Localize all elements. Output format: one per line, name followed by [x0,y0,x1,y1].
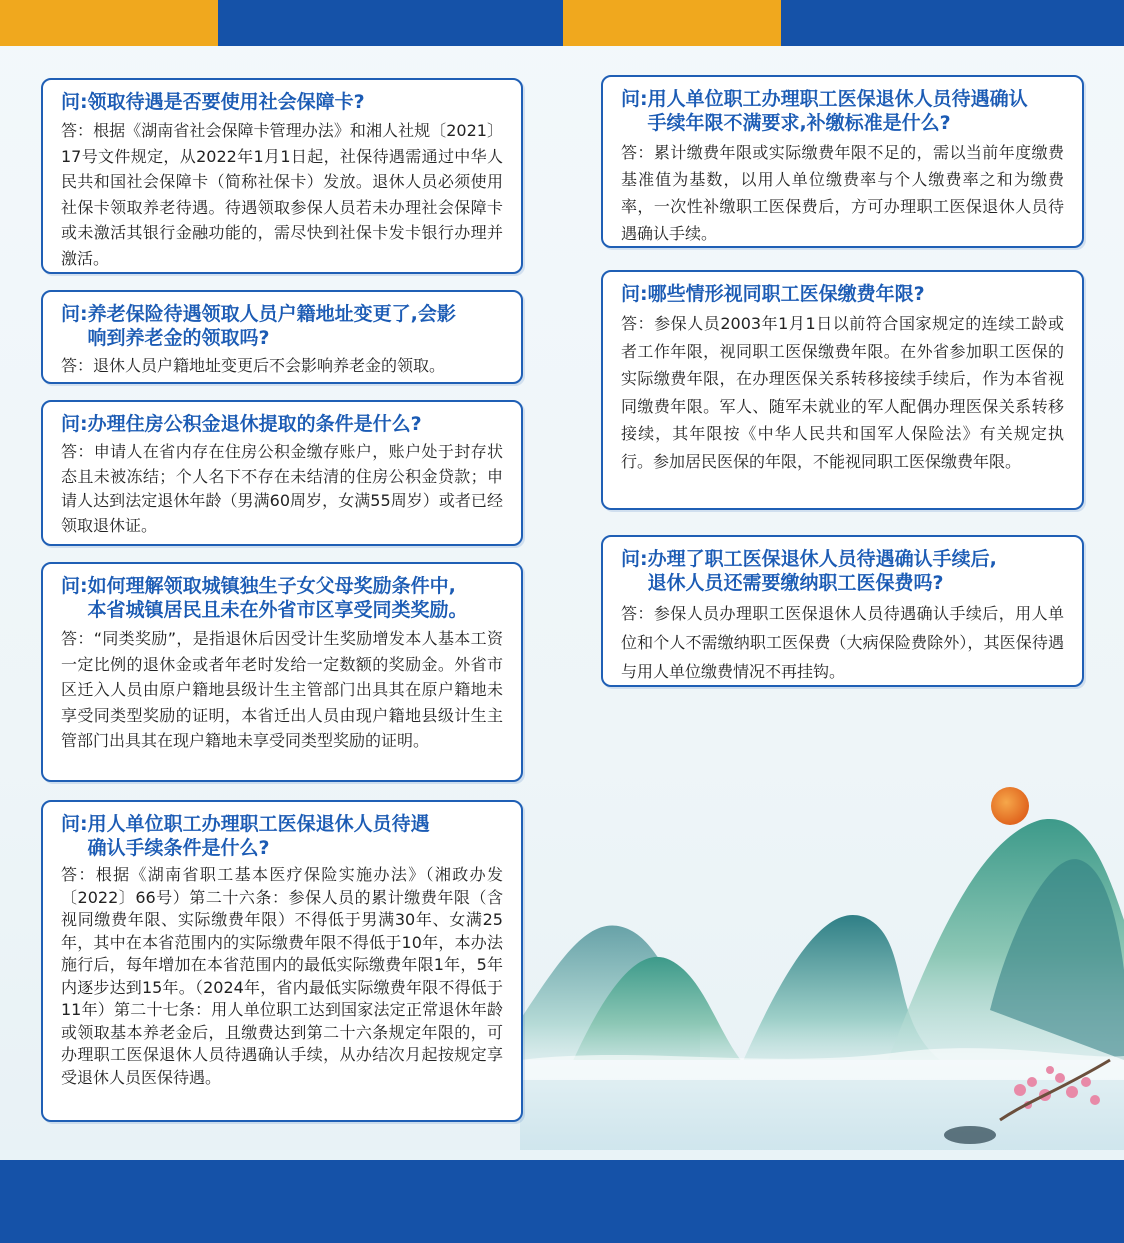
faq-card-insufficient-years-supplement [601,75,1084,248]
sun-shape [991,787,1029,825]
faq-card-deemed-contribution-years [601,270,1084,510]
landscape-illustration [520,760,1124,1160]
faq-answer: 答：根据《湖南省职工基本医疗保险实施办法》（湘政办发〔2022〕66号）第二十六条：参保人员的累计缴费年限（含视同缴费年限、实际缴费年限）不得低于男满30年、女满25年，其中在本省范围内的实际缴费年限不得低于10年，本办法施行后，每年增加在本省范围内的最低实际缴费年限1年，5年内逐步达到15年。（2024年，省内最低实际缴费年限不得低于11年）第二十七条：用人单位职工达到国家法定正常退休年龄或领取基本养老金后，且缴费达到第二十六条规定年限的，可办理职工医保退休人员待遇确认手续，从办结次月起按规定享受退休人员医保待遇。 [61,865,503,1087]
faq-question: 问:哪些情形视同职工医保缴费年限? [621,283,925,305]
faq-card-after-confirmation-payment [601,535,1084,687]
faq-answer: 答：“同类奖励”，是指退休后因受计生奖励增发本人基本工资一定比例的退休金或者年老时发给一定数额的奖励金。外省市区迁入人员由原户籍地县级计生主管部门出具其在原户籍地未享受同类型奖励的证明，本省迁出人员由现户籍地县级计生主管部门出具其在现户籍地未享受同类型奖励的证明。 [61,629,503,750]
top-bar-gold-left [0,0,218,46]
ox-figure [944,1126,996,1144]
top-bar-blue-right [781,0,1124,46]
faq-answer: 答：根据《湖南省社会保障卡管理办法》和湘人社规〔2021〕17号文件规定，从2022年1月1日起，社保待遇需通过中华人民共和国社会保障卡（简称社保卡）发放。退休人员必须使用社保卡领取养老待遇。待遇领取参保人员若未办理社会保障卡或未激活其银行金融功能的，需尽快到社保卡发卡银行办理并激活。 [61,121,503,268]
faq-question: 问:办理住房公积金退休提取的条件是什么? [61,413,422,435]
faq-answer: 答：申请人在省内存在住房公积金缴存账户，账户处于封存状态且未被冻结；个人名下不存在未结清的住房公积金贷款；申请人达到法定退休年龄（男满60周岁，女满55周岁）或者已经领取退休证。 [61,442,503,535]
faq-question: 问:养老保险待遇领取人员户籍地址变更了,会影 响到养老金的领取吗? [61,303,456,349]
top-bar-blue-middle [218,0,563,46]
faq-question: 问:办理了职工医保退休人员待遇确认手续后, 退休人员还需要缴纳职工医保费吗? [621,548,997,594]
faq-question: 问:如何理解领取城镇独生子女父母奖励条件中, 本省城镇居民且未在外省市区享受同类奖励。 [61,575,468,621]
faq-question: 问:用人单位职工办理职工医保退休人员待遇确认 手续年限不满要求,补缴标准是什么? [621,88,1028,134]
top-bar-gold-right [563,0,781,46]
faq-card-housing-fund-withdrawal [41,400,523,546]
faq-answer: 答：参保人员2003年1月1日以前符合国家规定的连续工龄或者工作年限，视同职工医保缴费年限。在外省参加职工医保的实际缴费年限，在办理医保关系转移接续手续后，作为本省视同缴费年限。军人、随军未就业的军人配偶办理医保关系转移接续，其年限按《中华人民共和国军人保险法》有关规定执行。参加居民医保的年限，不能视同职工医保缴费年限。 [621,314,1064,471]
faq-answer: 答：退休人员户籍地址变更后不会影响养老金的领取。 [61,356,446,375]
faq-question: 问:用人单位职工办理职工医保退休人员待遇 确认手续条件是什么? [61,813,430,859]
faq-answer: 答：参保人员办理职工医保退休人员待遇确认手续后，用人单位和个人不需缴纳职工医保费（大病保险费除外），其医保待遇与用人单位缴费情况不再挂钩。 [621,604,1064,681]
faq-card-household-address-change [41,290,523,384]
faq-question: 问:领取待遇是否要使用社会保障卡? [61,91,365,113]
top-color-bar [0,0,1124,46]
faq-card-social-security-card [41,78,523,274]
faq-answer: 答：累计缴费年限或实际缴费年限不足的，需以当前年度缴费基准值为基数，以用人单位缴费率与个人缴费率之和为缴费率，一次性补缴职工医保费后，方可办理职工医保退休人员待遇确认手续。 [621,143,1064,243]
faq-card-medical-retirement-conditions [41,800,523,1122]
bottom-color-bar [0,1158,1124,1243]
faq-card-only-child-parent-reward [41,562,523,782]
